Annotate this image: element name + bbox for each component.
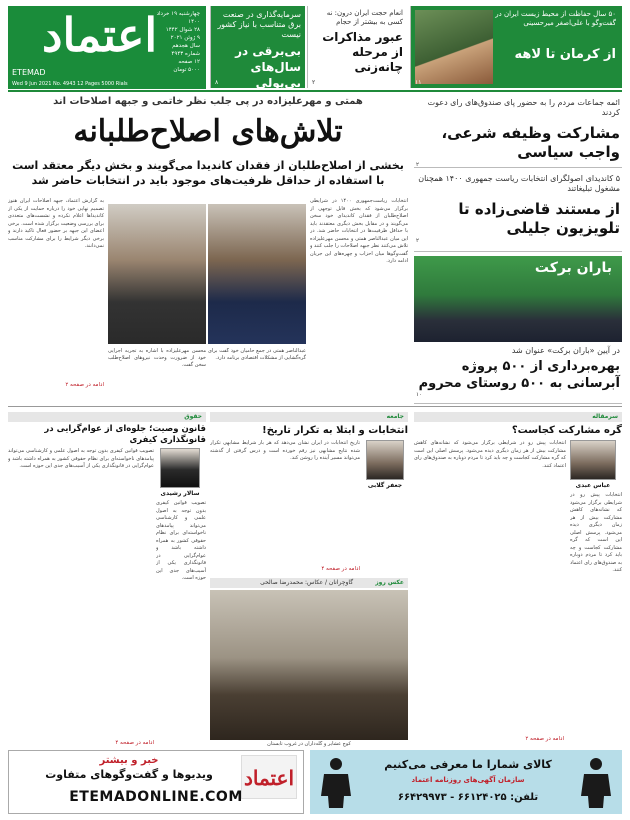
- sidebar-kicker: ائمه جماعات مردم را به حضور پای صندوق‌های رای دعوت کردند: [427, 98, 620, 117]
- author-photo: [366, 440, 404, 480]
- election-headline[interactable]: انتخابات و ابتلا به تکرار تاریخ!: [262, 425, 408, 436]
- ad-etemadonline[interactable]: [8, 750, 304, 814]
- main-body-right: انتخابات ریاست‌جمهوری ۱۴۰۰ در شرایطی برگزار می‌شود که بخش قابل توجهی از اصلاح‌طلبان از فقدان کاندیدای خود سخن می‌گویند و در مقابل بخش دیگری معتقدند باید با حداقل ظرفیت‌ها در انتخابات حاضر شد. در این میان عبدالناصر همتی و محسن مهرعلیزاده تلاش می‌کنند نظر جبهه اصلاحات را جلب کنند و گفت‌وگوها میان احزاب و چهره‌های این جریان ادامه دارد.: [310, 198, 408, 264]
- author-name: عباس عبدی: [575, 482, 611, 489]
- page-ref: ۲: [312, 79, 316, 86]
- sidebar-participation[interactable]: [414, 96, 622, 168]
- issue-date-gregorian: ۹ ژوئن ۲۰۲۱: [170, 35, 200, 41]
- teaser-kicker: انعام حجت ایران درون: نه کسی به بیشتر از حجام: [326, 9, 403, 26]
- editorial-body: انتخابات پیش رو در شرایطی برگزار می‌شود که نشانه‌های کاهش مشارکت بیش از هر زمان دیگری دیده می‌شود. پرسش اصلی این است که گره مشارکت کجاست و چه باید کرد تا مردم دوباره به صندوق‌های رای اعتماد کنند.: [414, 440, 566, 469]
- ad-logo: اعتماد: [241, 755, 297, 799]
- continued-link[interactable]: ادامه در صفحه ۲: [525, 736, 564, 742]
- teaser-negotiations[interactable]: [307, 6, 407, 88]
- page-ref: ۸: [215, 79, 219, 86]
- teaser-electricity[interactable]: [210, 6, 305, 88]
- section-bar-society: جامعه: [210, 412, 408, 422]
- photo-of-day: [210, 590, 408, 740]
- main-subhead: بخشی از اصلاح‌طلبان از فقدان کاندیدا می‌گویند و بخش دیگر معتقد است با استفاده از حداقل ظرفیت‌های موجود باید در انتخابات حاضر شد: [12, 159, 404, 187]
- candidate-photo-mehralizadeh: [108, 204, 206, 344]
- page-ref: ۲: [416, 162, 419, 168]
- main-headline[interactable]: تلاش‌های اصلاح‌طلبانه: [73, 114, 343, 149]
- ad-line-2: سازمان آگهی‌های روزنامه اعتماد: [411, 776, 525, 784]
- author-name: جعفر گلابی: [367, 482, 403, 489]
- caption-mehralizadeh: محسن مهرعلیزاده با اشاره به تجربه اجرایی خود از ضرورت وحدت نیروهای اصلاح‌طلب سخن گفت.: [108, 348, 206, 368]
- photo-credit: گاوچرانان / عکاس: محمدرضا صالحی: [260, 579, 354, 586]
- sidebar-water-projects[interactable]: [414, 344, 622, 404]
- businessman-icon: [578, 756, 614, 808]
- masthead-logo: اعتماد: [42, 8, 158, 62]
- continued-link[interactable]: ادامه در صفحه ۲: [65, 382, 104, 388]
- sidebar-kicker: در آیین «باران برکت» عنوان شد: [511, 346, 620, 355]
- election-body: تاریخ انتخابات در ایران نشان می‌دهد که هر بار شرایط مشابهی تکرار شده نتایج مشابهی نیز رقم خورده است و درس گرفتن از گذشته می‌تواند مسیر آینده را روشن کند.: [210, 440, 360, 461]
- ad-url[interactable]: ETEMADONLINE.COM: [69, 789, 243, 805]
- ad-line-2: ویدیوها و گفت‌وگوهای متفاوت: [45, 768, 213, 781]
- caption-hemmati: عبدالناصر همتی در جمع حامیان خود گفت برای گره‌گشایی از مشکلات اقتصادی برنامه دارد.: [208, 348, 306, 361]
- editorial-body-continued: انتخابات پیش رو در شرایطی برگزار می‌شود که نشانه‌های کاهش مشارکت بیش از هر زمان دیگری دیده می‌شود. پرسش اصلی این است که گره مشارکت کجاست و چه باید کرد تا مردم دوباره به صندوق‌های رای اعتماد کنند.: [570, 492, 622, 573]
- page-ref: ۱۱: [415, 79, 422, 86]
- portrait-photo: [415, 10, 493, 84]
- continued-link[interactable]: ادامه در صفحه ۴: [115, 740, 154, 746]
- ad-line-1: کالای شمارا ما معرفی می‌کنیم: [384, 758, 552, 771]
- teaser-kicker: ۵۰ سال حفاظت از محیط زیست ایران در گفت‌وگو با علی‌اصغر میرحسینی: [495, 10, 616, 27]
- section-bar-editorial: سرمقاله: [414, 412, 622, 422]
- issue-year: سال هجدهم: [172, 43, 200, 49]
- sidebar-headline: بهره‌برداری از ۵۰۰ پروژه آبرسانی به ۵۰۰ روستای محروم: [418, 359, 620, 391]
- law-body: تصویب قوانین کیفری بدون توجه به اصول علمی و کارشناسی می‌تواند پیامدهای ناخواسته‌ای برای نظام حقوقی کشور به همراه داشته باشد و عوام‌گرایی در قانونگذاری یکی از آسیب‌های جدی این حوزه است.: [8, 448, 154, 469]
- teaser-headline: بی‌برقی در سال‌های بی‌پولی: [235, 44, 301, 90]
- teaser-kicker: سرمایه‌گذاری در صنعت برق متناسب با نیاز کشور نیست: [217, 10, 301, 39]
- editorial-headline[interactable]: گره مشارکت کجاست؟: [511, 425, 622, 436]
- photo-of-day-caption: کوچ عشایر و گله‌داران در غروب تابستان: [267, 741, 351, 747]
- issue-date-hijri: ۲۸ شوال ۱۴۴۲: [165, 27, 200, 33]
- sidebar-headline: مشارکت وظیفه شرعی، واجب سیاسی: [441, 124, 620, 161]
- section-bar-law: حقوق: [8, 412, 206, 422]
- dateline: Wed 9 Jun 2021 No. 4943 12 Pages 5000 Rials: [8, 80, 206, 89]
- issue-date: چهارشنبه ۱۹ خرداد ۱۴۰۰: [156, 11, 200, 25]
- ad-classifieds[interactable]: [310, 750, 622, 814]
- issue-info: [146, 10, 200, 74]
- photo-of-day-label: عکس روز: [375, 579, 404, 586]
- continued-link[interactable]: ادامه در صفحه ۴: [321, 566, 360, 572]
- issue-price: ۵۰۰۰ تومان: [173, 67, 200, 73]
- ad-line-1: خبر و بیشتر: [99, 755, 159, 766]
- page-ref: ۱۰: [416, 392, 422, 398]
- sidebar-candidates[interactable]: [414, 172, 622, 252]
- ceremony-photo: [414, 256, 622, 342]
- teaser-headline: عبور مذاکرات از مرحله چانه‌زنی: [322, 30, 403, 74]
- masthead-logo-latin: ETEMAD: [12, 68, 46, 77]
- author-photo: [160, 448, 200, 488]
- sidebar-kicker: ۵ کاندیدای اصولگرای انتخابات ریاست جمهوری ۱۴۰۰ همچنان مشغول تبلیغاتند: [418, 174, 620, 193]
- author-name: سالار رشیدی: [160, 490, 200, 497]
- masthead-rule: [8, 90, 622, 92]
- law-headline[interactable]: قانون وصیت؛ جلوه‌ای از عوام‌گرایی در قانونگذاری کیفری: [44, 424, 206, 445]
- teaser-headline: از کرمان تا لاهه: [514, 47, 616, 62]
- teaser-environment[interactable]: [410, 6, 622, 88]
- author-photo: [570, 440, 616, 480]
- masthead-logo-box[interactable]: [8, 6, 206, 80]
- businessman-icon: [318, 756, 354, 808]
- page-ref: ۲: [416, 238, 419, 244]
- sidebar-headline: از مستند قاضی‌زاده تا تلویزیون جلیلی: [458, 200, 620, 237]
- main-kicker: همتی و مهرعلیزاده در پی جلب نظر خاتمی و جبهه اصلاحات اند: [53, 96, 363, 107]
- ad-phone[interactable]: تلفن: ۶۶۱۲۴۰۲۵ - ۶۶۴۲۹۹۷۳: [397, 792, 539, 803]
- issue-number: شماره ۴۹۴۳: [171, 51, 200, 57]
- main-body-left: به گزارش اعتماد، جبهه اصلاحات ایران هنوز تصمیم نهایی خود را درباره حمایت از یکی از کاندیداها اعلام نکرده و نشست‌های متعددی برای بررسی وضعیت برگزار شده است. برخی اعضای این جبهه بر حضور فعال تاکید دارند و برخی دیگر شرایط را برای مشارکت مناسب نمی‌دانند.: [8, 198, 104, 249]
- candidate-photo-hemmati: [208, 204, 306, 344]
- issue-pages: ۱۲ صفحه: [178, 59, 200, 65]
- section-divider: [8, 406, 622, 407]
- photo-banner-text: باران برکت: [534, 260, 612, 276]
- photo-of-day-bar: [210, 578, 408, 588]
- law-body-continued: تصویب قوانین کیفری بدون توجه به اصول علمی و کارشناسی می‌تواند پیامدهای ناخواسته‌ای برای نظام حقوقی کشور به همراه داشته باشد و عوام‌گرایی در قانونگذاری یکی از آسیب‌های جدی این حوزه است.: [156, 500, 206, 581]
